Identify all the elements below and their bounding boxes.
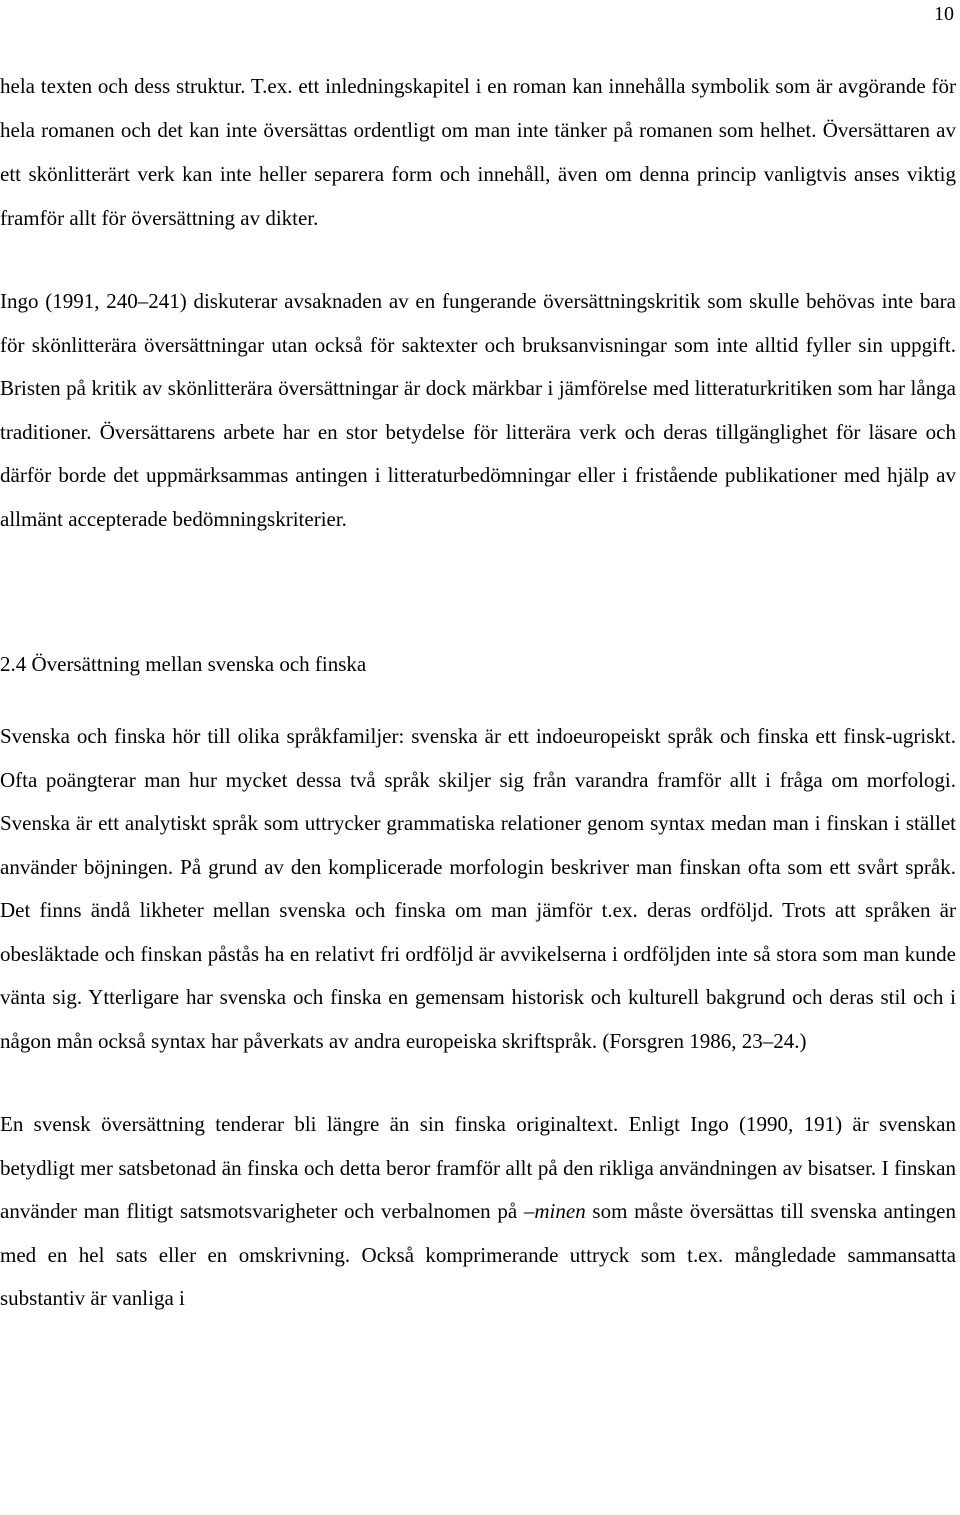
section-heading: 2.4 Översättning mellan svenska och finska (0, 652, 367, 676)
paragraph-3: Svenska och finska hör till olika språkfamiljer: svenska är ett indoeuropeiskt språk och finska ett finsk-ugriskt. Ofta poängterar man hur mycket dessa två språk skiljer sig från varandra framför allt i fråga om morfologi. Svenska är ett analytiskt språk som uttrycker grammatiska relationer genom syntax medan man i finskan i stället använder böjningen. På grund av den komplicerade morfologin beskriver man finskan ofta som ett svårt språk. Det finns ändå likheter mellan svenska och finska om man jämför t.ex. deras ordföljd. Trots att språken är obesläktade och finskan påstås ha en relativt fri ordföljd är avvikelserna i ordföljden inte så stora som man kunde vänta sig. Ytterligare har svenska och finska en gemensam historisk och kulturell bakgrund och deras stil och i någon mån också syntax har påverkats av andra europeiska skriftspråk. (Forsgren 1986, 23–24.) (0, 724, 956, 1053)
paragraph-4-text-b: som måste översättas till svenska antingen med en hel sats eller en omskrivning. Också komprimerande uttryck som t.ex. mångledade sammansatta substantiv är vanliga i (0, 1199, 956, 1310)
paragraph-4 (0, 1103, 956, 1321)
paragraph-1: hela texten och dess struktur. T.ex. ett inledningskapitel i en roman kan innehålla symbolik som är avgörande för hela romanen och det kan inte översättas ordentligt om man inte tänker på romanen som helhet. Översättaren av ett skönlitterärt verk kan inte heller separera form och innehåll, även om denna princip vanligtvis anses viktig framför allt för översättning av dikter. (0, 74, 956, 230)
document-body (0, 64, 956, 1321)
page-number: 10 (934, 3, 954, 25)
paragraph-4-italic-suffix: minen (534, 1199, 586, 1223)
paragraph-4-text-a: En svensk översättning tenderar bli längre än sin finska originaltext. Enligt Ingo (1990, 191) är svenskan betydligt mer satsbetonad än finska och detta beror framför allt på den rikliga användningen av bisatser. I finskan använder man flitigt satsmotsvarigheter och verbalnomen på – (0, 1112, 956, 1223)
paragraph-2: Ingo (1991, 240–241) diskuterar avsaknaden av en fungerande översättningskritik som skulle behövas inte bara för skönlitterära översättningar utan också för saktexter och bruksanvisningar som inte alltid fyller sin uppgift. Bristen på kritik av skönlitterära översättningar är dock märkbar i jämförelse med litteraturkritiken som har långa traditioner. Översättarens arbete har en stor betydelse för litterära verk och deras tillgänglighet för läsare och därför borde det uppmärksammas antingen i litteraturbedömningar eller i fristående publikationer med hjälp av allmänt accepterade bedömningskriterier. (0, 289, 956, 531)
